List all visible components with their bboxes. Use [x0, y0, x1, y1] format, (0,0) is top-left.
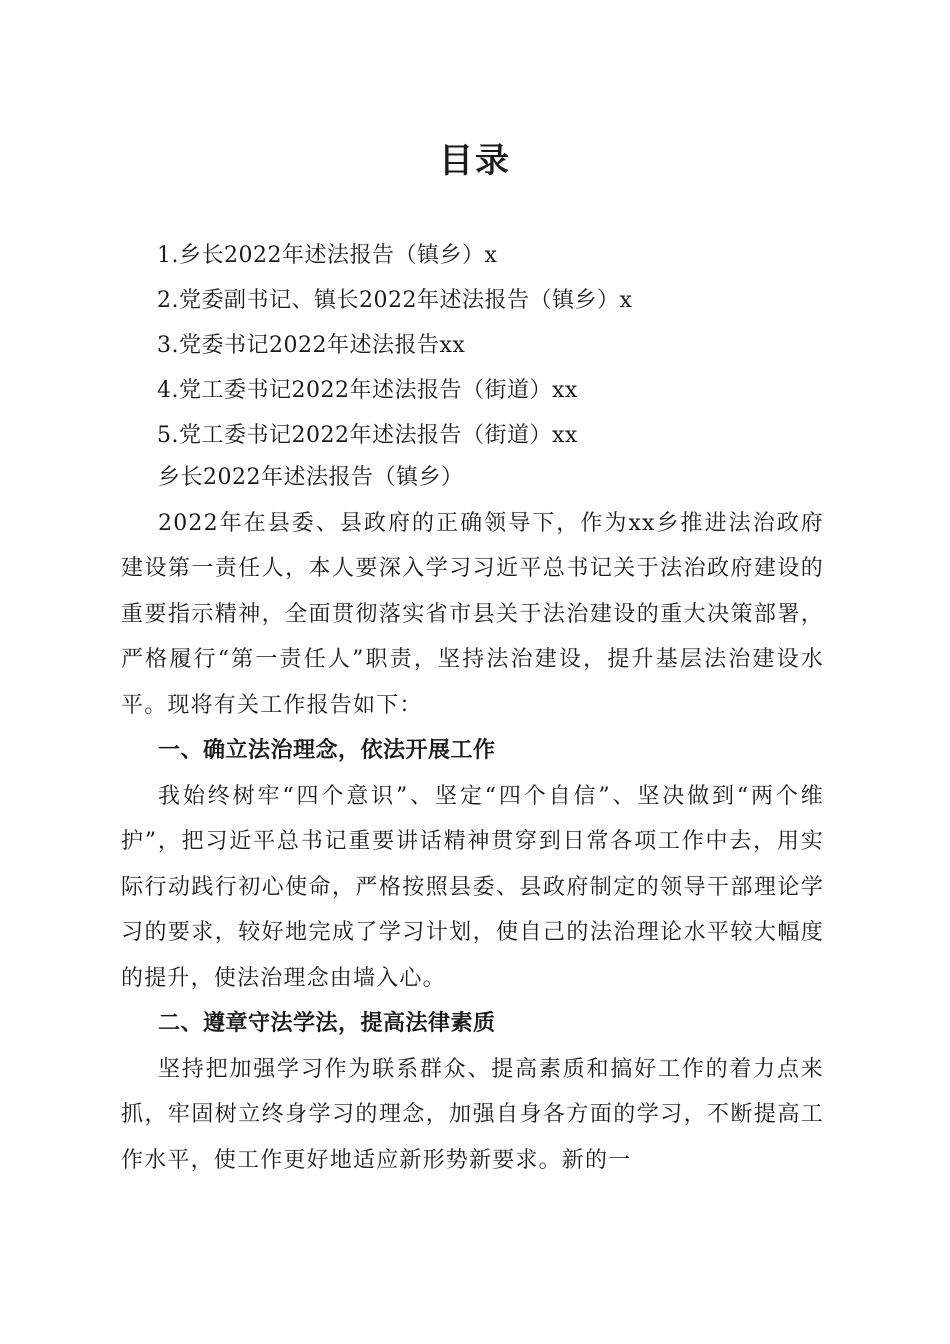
section-heading-2: 二、遵章守法学法，提高法律素质: [158, 1011, 496, 1036]
table-of-contents: [157, 233, 632, 458]
toc-item-5[interactable]: 5.党工委书记2022年述法报告（街道）xx: [157, 423, 578, 448]
intro-paragraph: 2022年在县委、县政府的正确领导下，作为xx乡推进法治政府建设第一责任人，本人要深入学习习近平总书记关于法治政府建设的重要指示精神，全面贯彻落实省市县关于法治建设的重大决策部署，严格履行“第一责任人”职责，坚持法治建设，提升基层法治建设水平。现将有关工作报告如下：: [121, 510, 824, 718]
toc-item-1[interactable]: 1.乡长2022年述法报告（镇乡）x: [157, 243, 498, 268]
toc-item-2[interactable]: 2.党委副书记、镇长2022年述法报告（镇乡）x: [157, 288, 633, 313]
page-title: 目录: [439, 141, 511, 181]
section-heading-1: 一、确立法治理念，依法开展工作: [158, 738, 496, 763]
report-body: [121, 455, 824, 1183]
toc-item-3[interactable]: 3.党委书记2022年述法报告xx: [157, 333, 466, 358]
section-paragraph-2: 坚持把加强学习作为联系群众、提高素质和搞好工作的着力点来抓，牢固树立终身学习的理念，加强自身各方面的学习，不断提高工作水平，使工作更好地适应新形势新要求。新的一: [121, 1056, 824, 1173]
report-title: 乡长2022年述法报告（镇乡）: [158, 465, 464, 490]
section-paragraph-1: 我始终树牢“四个意识”、坚定“四个自信”、坚决做到“两个维护”，把习近平总书记重要讲话精神贯穿到日常各项工作中去，用实际行动践行初心使命，严格按照县委、县政府制定的领导干部理论学习的要求，较好地完成了学习计划，使自己的法治理论水平较大幅度的提升，使法治理念由墙入心。: [121, 783, 824, 991]
toc-item-4[interactable]: 4.党工委书记2022年述法报告（街道）xx: [157, 378, 578, 403]
